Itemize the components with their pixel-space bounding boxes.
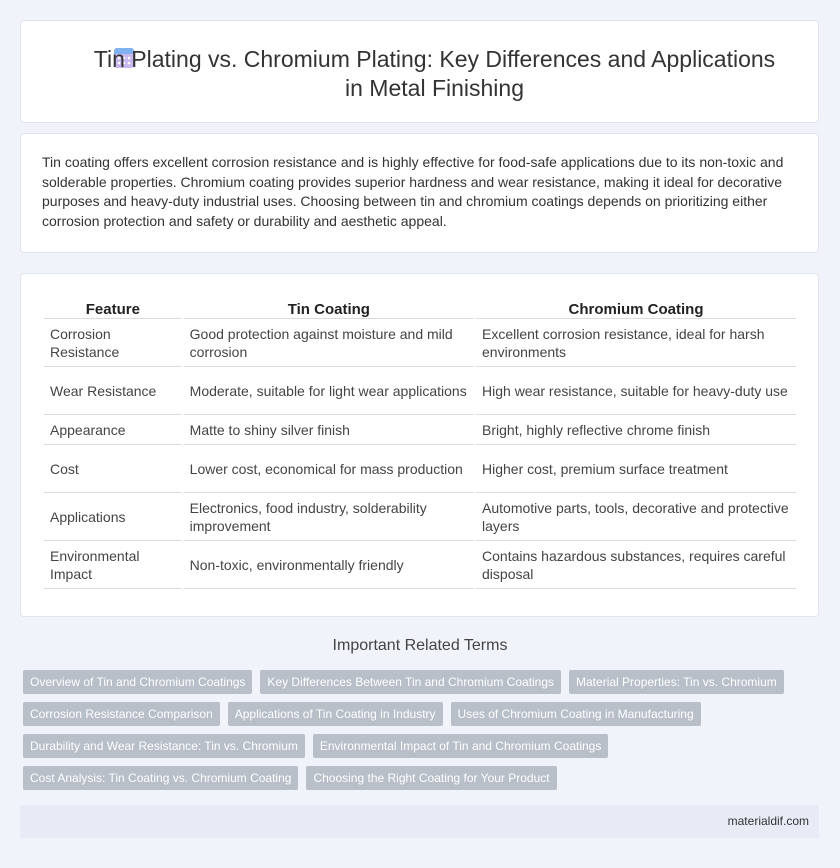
table-row bbox=[44, 367, 796, 415]
table-cell: Corrosion Resistance bbox=[44, 319, 182, 367]
related-term-link[interactable]: Choosing the Right Coating for Your Product bbox=[306, 766, 556, 790]
table-cell: Cost bbox=[44, 445, 182, 493]
table-cell: Automotive parts, tools, decorative and protective layers bbox=[476, 493, 796, 541]
comparison-table-card bbox=[20, 273, 819, 617]
table-cell: Higher cost, premium surface treatment bbox=[476, 445, 796, 493]
table-row bbox=[44, 493, 796, 541]
footer bbox=[20, 805, 819, 838]
table-cell: Non-toxic, environmentally friendly bbox=[184, 541, 474, 589]
table-cell: Bright, highly reflective chrome finish bbox=[476, 415, 796, 445]
table-cell: Environmental Impact bbox=[44, 541, 182, 589]
table-row bbox=[44, 319, 796, 367]
related-term-link[interactable]: Environmental Impact of Tin and Chromium Coatings bbox=[313, 734, 608, 758]
table-cell: Excellent corrosion resistance, ideal for harsh environments bbox=[476, 319, 796, 367]
table-cell: High wear resistance, suitable for heavy-duty use bbox=[476, 367, 796, 415]
footer-site-link[interactable]: materialdif.com bbox=[727, 814, 809, 828]
table-cell: Electronics, food industry, solderability improvement bbox=[184, 493, 474, 541]
table-cell: Wear Resistance bbox=[44, 367, 182, 415]
intro-card bbox=[20, 133, 819, 253]
header-chromium: Chromium Coating bbox=[476, 296, 796, 319]
title-card bbox=[20, 20, 819, 123]
table-row bbox=[44, 415, 796, 445]
table-row bbox=[44, 541, 796, 589]
table-cell: Good protection against moisture and mild corrosion bbox=[184, 319, 474, 367]
header-feature: Feature bbox=[44, 296, 182, 319]
table-cell: Appearance bbox=[44, 415, 182, 445]
table-cell: Moderate, suitable for light wear applications bbox=[184, 367, 474, 415]
related-term-link[interactable]: Material Properties: Tin vs. Chromium bbox=[569, 670, 784, 694]
table-cell: Lower cost, economical for mass production bbox=[184, 445, 474, 493]
related-term-link[interactable]: Uses of Chromium Coating in Manufacturing bbox=[451, 702, 701, 726]
intro-text: Tin coating offers excellent corrosion resistance and is highly effective for food-safe applications due to its non-toxic and solderable properties. Chromium coating provides superior hardness and wear resistance, making it ideal for decorative purposes and heavy-duty industrial uses. Choosing between tin and chromium coatings depends on prioritizing either corrosion protection and safety or durability and aesthetic appeal. bbox=[42, 154, 784, 229]
table-cell: Contains hazardous substances, requires careful disposal bbox=[476, 541, 796, 589]
related-term-link[interactable]: Overview of Tin and Chromium Coatings bbox=[23, 670, 252, 694]
table-row bbox=[44, 445, 796, 493]
related-term-link[interactable]: Applications of Tin Coating in Industry bbox=[228, 702, 443, 726]
related-term-link[interactable]: Cost Analysis: Tin Coating vs. Chromium Coating bbox=[23, 766, 298, 790]
table-cell: Matte to shiny silver finish bbox=[184, 415, 474, 445]
header-tin: Tin Coating bbox=[184, 296, 474, 319]
related-term-link[interactable]: Corrosion Resistance Comparison bbox=[23, 702, 220, 726]
related-term-link[interactable]: Durability and Wear Resistance: Tin vs. Chromium bbox=[23, 734, 305, 758]
related-terms-title: Important Related Terms bbox=[332, 637, 508, 654]
related-term-link[interactable]: Key Differences Between Tin and Chromium Coatings bbox=[260, 670, 561, 694]
table-cell: Applications bbox=[44, 493, 182, 541]
comparison-table bbox=[42, 296, 798, 589]
page-title: Tin Plating vs. Chromium Plating: Key Differences and Applications in Metal Finishing bbox=[93, 46, 776, 101]
related-terms-list bbox=[23, 670, 813, 798]
